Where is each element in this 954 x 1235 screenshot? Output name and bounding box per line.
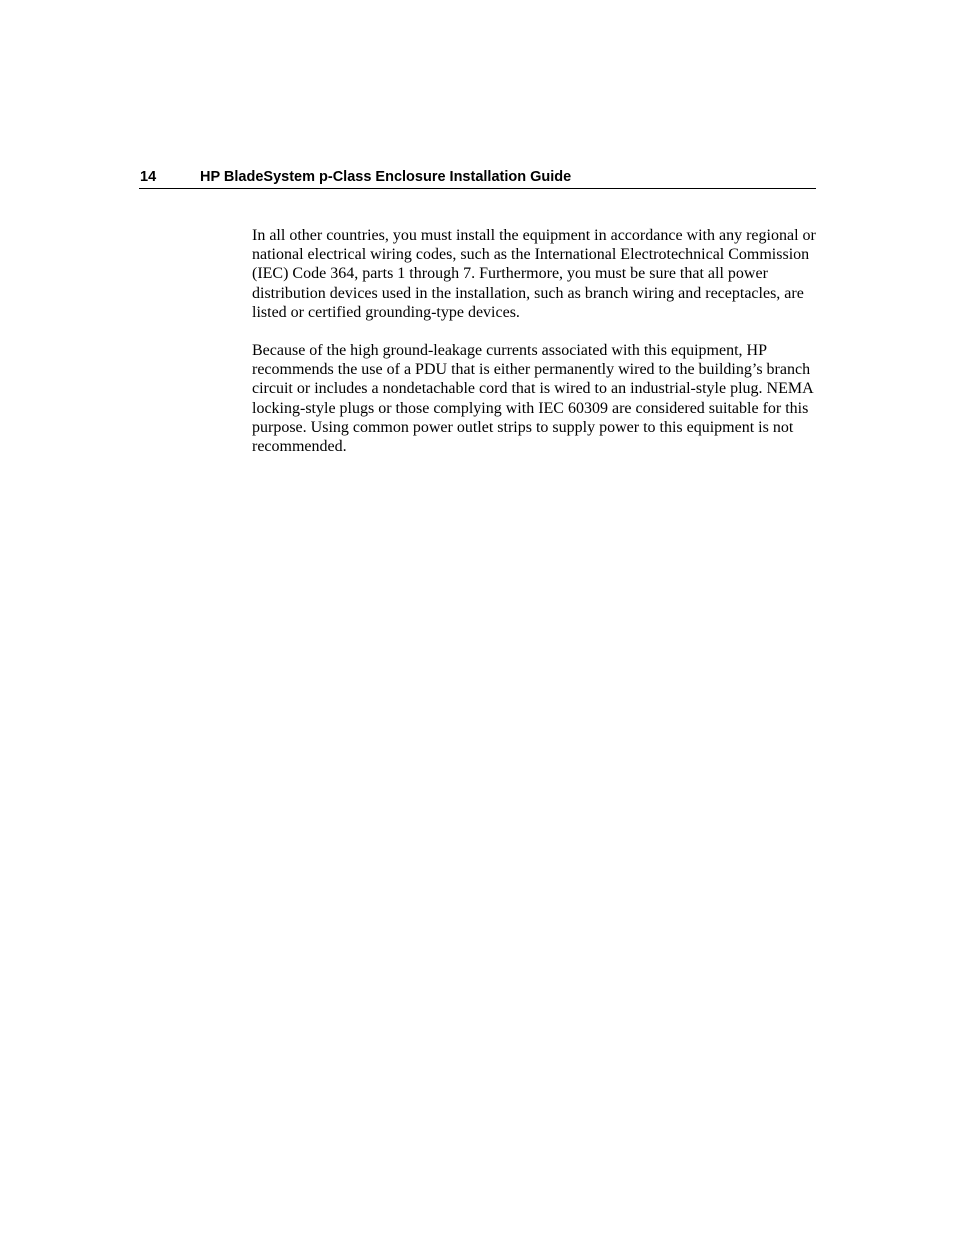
paragraph-wiring-codes: In all other countries, you must install the equipment in accordance with any regional or national electrical wiring codes, such as the International Electrotechnical Commission (IEC) Code 364, parts 1 through 7. Furthermore, you must be sure that all power distribution devices used in the installation, such as branch wiring and receptacles, are listed or certified grounding-type devices. xyxy=(252,227,816,321)
page-number: 14 xyxy=(140,169,157,185)
document-title: HP BladeSystem p-Class Enclosure Installation Guide xyxy=(200,169,572,185)
page-header xyxy=(139,168,816,189)
paragraph-pdu-recommendation: Because of the high ground-leakage currents associated with this equipment, HP recommends the use of a PDU that is either permanently wired to the building’s branch circuit or includes a nondetachable cord that is wired to an industrial-style plug. NEMA locking-style plugs or those complying with IEC 60309 are considered suitable for this purpose. Using common power outlet strips to supply power to this equipment is not recommended. xyxy=(252,342,813,456)
body-text xyxy=(252,226,818,475)
